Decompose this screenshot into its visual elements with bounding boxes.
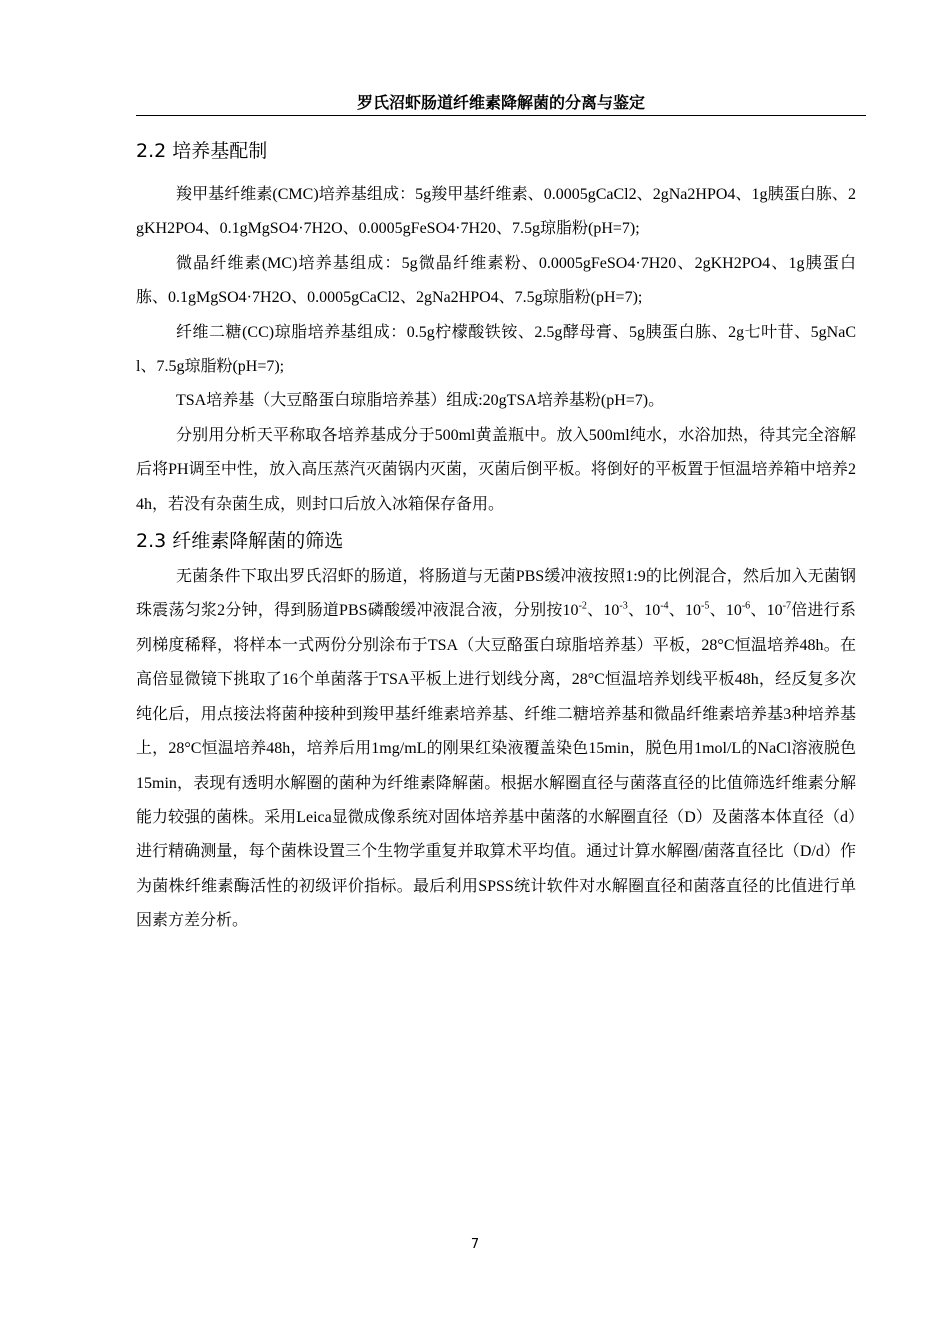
paragraph-tsa-medium: TSA培养基（大豆酪蛋白琼脂培养基）组成:20gTSA培养基粉(pH=7)。 — [176, 392, 665, 410]
dilution-exp: -5 — [701, 601, 710, 613]
separator: 、 — [627, 602, 645, 620]
document-body — [136, 132, 856, 939]
section-heading-2-2: 2.2 培养基配制 — [136, 140, 268, 162]
dilution-exp: -6 — [741, 601, 751, 613]
screening-text-start: 无菌条件下取出罗氏沼虾的肠道，将肠道与无菌PBS缓冲液按照1:9的比例混合，然后加入无菌钢珠震荡匀浆2分钟，得到肠道PBS磷酸缓冲液混合液，分别按10 — [136, 568, 856, 620]
separator: 、 — [668, 602, 685, 620]
separator: 、 — [586, 602, 604, 620]
dilution-base: 10 — [603, 602, 620, 620]
dilution-exp: -2 — [578, 601, 587, 613]
dilution-exp: -4 — [660, 601, 669, 613]
paragraph-screening — [136, 560, 856, 938]
dilution-base: 10 — [685, 602, 701, 620]
dilution-exp: -7 — [782, 601, 791, 613]
section-2-2-body — [136, 178, 856, 522]
section-2-3-body — [136, 560, 856, 938]
paragraph-mc-medium: 微晶纤维素(MC)培养基组成：5g微晶纤维素粉、0.0005gFeSO4·7H20、2gKH2PO4、1g胰蛋白胨、0.1gMgSO4·7H2O、0.0005gCaCl2、2gNa2HPO4、7.5g琼脂粉(pH=7); — [136, 254, 856, 307]
page-header — [136, 91, 866, 116]
separator: 、 — [750, 602, 767, 620]
running-title: 罗氏沼虾肠道纤维素降解菌的分离与鉴定 — [356, 93, 645, 112]
page-number: 7 — [470, 1237, 480, 1252]
paragraph-cc-medium: 纤维二糖(CC)琼脂培养基组成：0.5g柠檬酸铁铵、2.5g酵母膏、5g胰蛋白胨、2g七叶苷、5gNaCl、7.5g琼脂粉(pH=7); — [136, 323, 856, 376]
screening-text-end: 倍进行系列梯度稀释，将样本一式两份分别涂布于TSA（大豆酪蛋白琼脂培养基）平板，28°C恒温培养48h。在高倍显微镜下挑取了16个单菌落于TSA平板上进行划线分离，28°C恒温培养划线平板48h，经反复多次纯化后，用点接法将菌种接种到羧甲基纤维素培养基、纤维二糖培养基和微晶纤维素培养基3种培养基上，28°C恒温培养48h，培养后用1mg/mL的刚果红染液覆盖染色15min，脱色用1mol/L的NaCl溶液脱色15min，表现有透明水解圈的菌种为纤维素降解菌。根据水解圈直径与菌落直径的比值筛选纤维素分解能力较强的菌株。采用Leica显微成像系统对固体培养基中菌落的水解圈直径（D）及菌落本体直径（d）进行精确测量，每个菌株设置三个生物学重复并取算术平均值。通过计算水解圈/菌落直径比（D/d）作为菌株纤维素酶活性的初级评价指标。最后利用SPSS统计软件对水解圈直径和菌落直径的比值进行单因素方差分析。 — [136, 602, 856, 930]
dilution-exp: -3 — [619, 601, 628, 613]
dilution-base: 10 — [766, 602, 783, 620]
paragraph-preparation: 分别用分析天平称取各培养基成分于500ml黄盖瓶中。放入500ml纯水，水浴加热，待其完全溶解后将PH调至中性，放入高压蒸汽灭菌锅内灭菌，灭菌后倒平板。将倒好的平板置于恒温培养箱中培养24h，若没有杂菌生成，则封口后放入冰箱保存备用。 — [136, 426, 856, 513]
dilution-base: 10 — [644, 602, 661, 620]
paragraph-cmc-medium: 羧甲基纤维素(CMC)培养基组成：5g羧甲基纤维素、0.0005gCaCl2、2gNa2HPO4、1g胰蛋白胨、2gKH2PO4、0.1gMgSO4·7H2O、0.0005gFeSO4·7H20、7.5g琼脂粉(pH=7); — [136, 186, 856, 238]
dilution-base: 10 — [725, 602, 742, 620]
separator: 、 — [709, 602, 726, 620]
section-heading-2-3: 2.3 纤维素降解菌的筛选 — [136, 530, 344, 553]
